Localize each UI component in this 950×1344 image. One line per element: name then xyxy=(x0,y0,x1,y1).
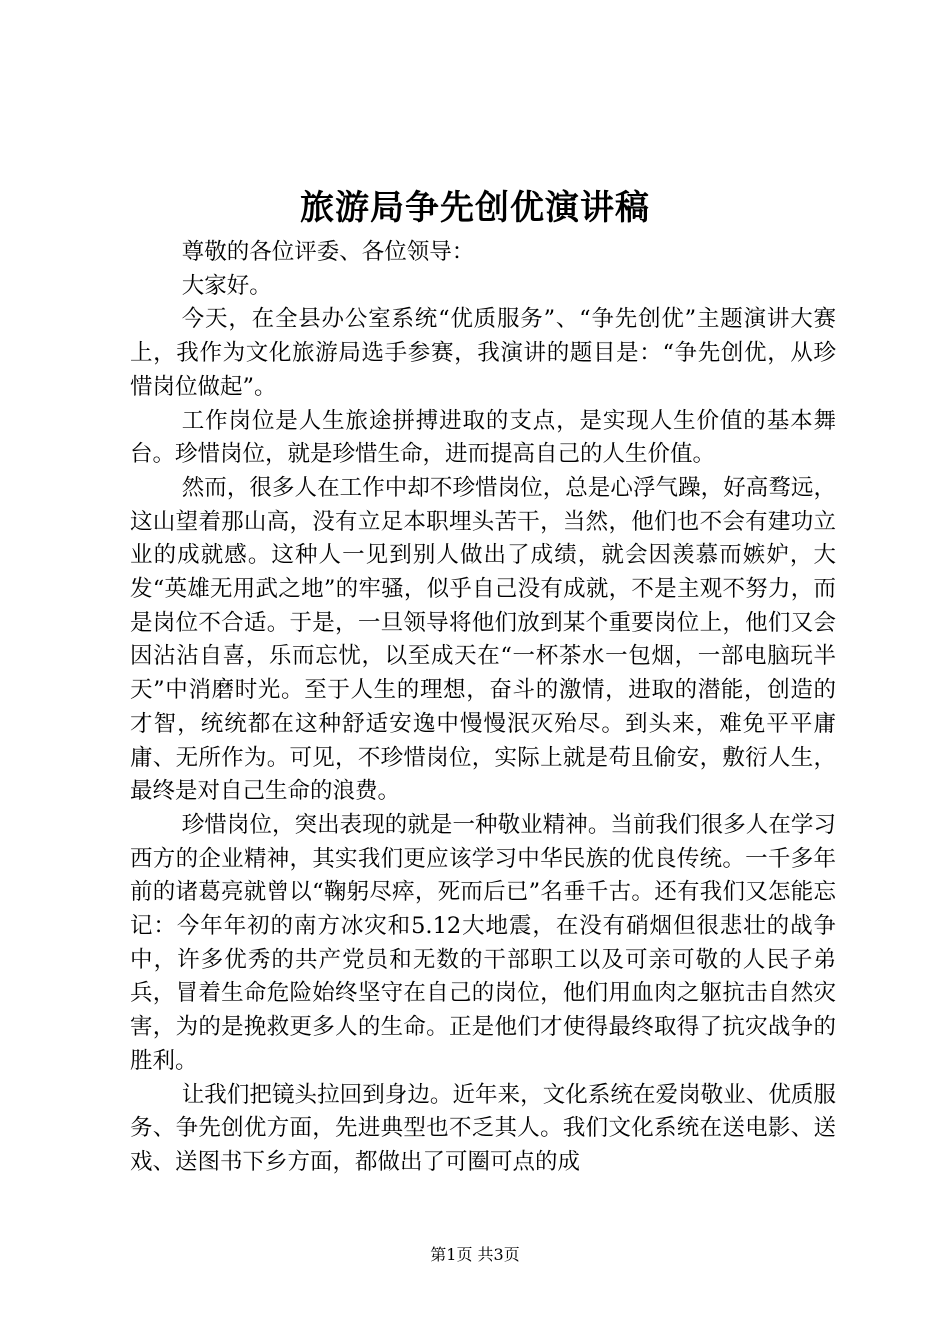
paragraph-job-value: 工作岗位是人生旅途拼搏进取的支点，是实现人生价值的基本舞台。珍惜岗位，就是珍惜生命，进而提高自己的人生价值。 xyxy=(130,407,836,468)
document-title: 旅游局争先创优演讲稿 xyxy=(300,188,650,228)
paragraph-greeting: 大家好。 xyxy=(181,272,272,299)
paragraph-salutation: 尊敬的各位评委、各位领导： xyxy=(181,239,475,265)
paragraph-not-cherishing: 然而，很多人在工作中却不珍惜岗位，总是心浮气躁，好高骛远，这山望着那山高，没有立足本职埋头苦干，当然，他们也不会有建功立业的成就感。这种人一见到别人做出了成绩，就会因羡慕而嫉妒，大发“英雄无用武之地”的牢骚，似乎自己没有成就，不是主观不努力，而是岗位不合适。于是，一旦领导将他们放到某个重要岗位上，他们又会因沾沾自喜，乐而忘忧，以至成天在“一杯茶水一包烟，一部电脑玩半天”中消磨时光。至于人生的理想，奋斗的激情，进取的潜能，创造的才智，统统都在这种舒适安逸中慢慢泯灭殆尽。到头来，难免平平庸庸、无所作为。可见，不珍惜岗位，实际上就是苟且偷安，敷衍人生，最终是对自己生命的浪费。 xyxy=(130,474,836,805)
paragraph-intro: 今天，在全县办公室系统“优质服务”、“争先创优”主题演讲大赛上，我作为文化旅游局选手参赛，我演讲的题目是：“争先创优，从珍惜岗位做起”。 xyxy=(130,306,836,400)
document-body xyxy=(130,236,836,1180)
page-number-footer: 第1页 共3页 xyxy=(430,1245,520,1264)
paragraph-dedication: 珍惜岗位，突出表现的就是一种敬业精神。当前我们很多人在学习西方的企业精神，其实我们更应该学习中华民族的优良传统。一千多年前的诸葛亮就曾以“鞠躬尽瘁，死而后已”名垂千古。还有我们又怎能忘记：今年年初的南方冰灾和5.12大地震，在没有硝烟但很悲壮的战争中，许多优秀的共产党员和无数的干部职工以及可亲可敬的人民子弟兵，冒着生命危险始终坚守在自己的岗位，他们用血肉之躯抗击自然灾害，为的是挽救更多人的生命。正是他们才使得最终取得了抗灾战争的胜利。 xyxy=(130,811,836,1074)
paragraph-closer-look: 让我们把镜头拉回到身边。近年来，文化系统在爱岗敬业、优质服务、争先创优方面，先进典型也不乏其人。我们文化系统在送电影、送戏、送图书下乡方面，都做出了可圈可点的成 xyxy=(130,1081,836,1175)
